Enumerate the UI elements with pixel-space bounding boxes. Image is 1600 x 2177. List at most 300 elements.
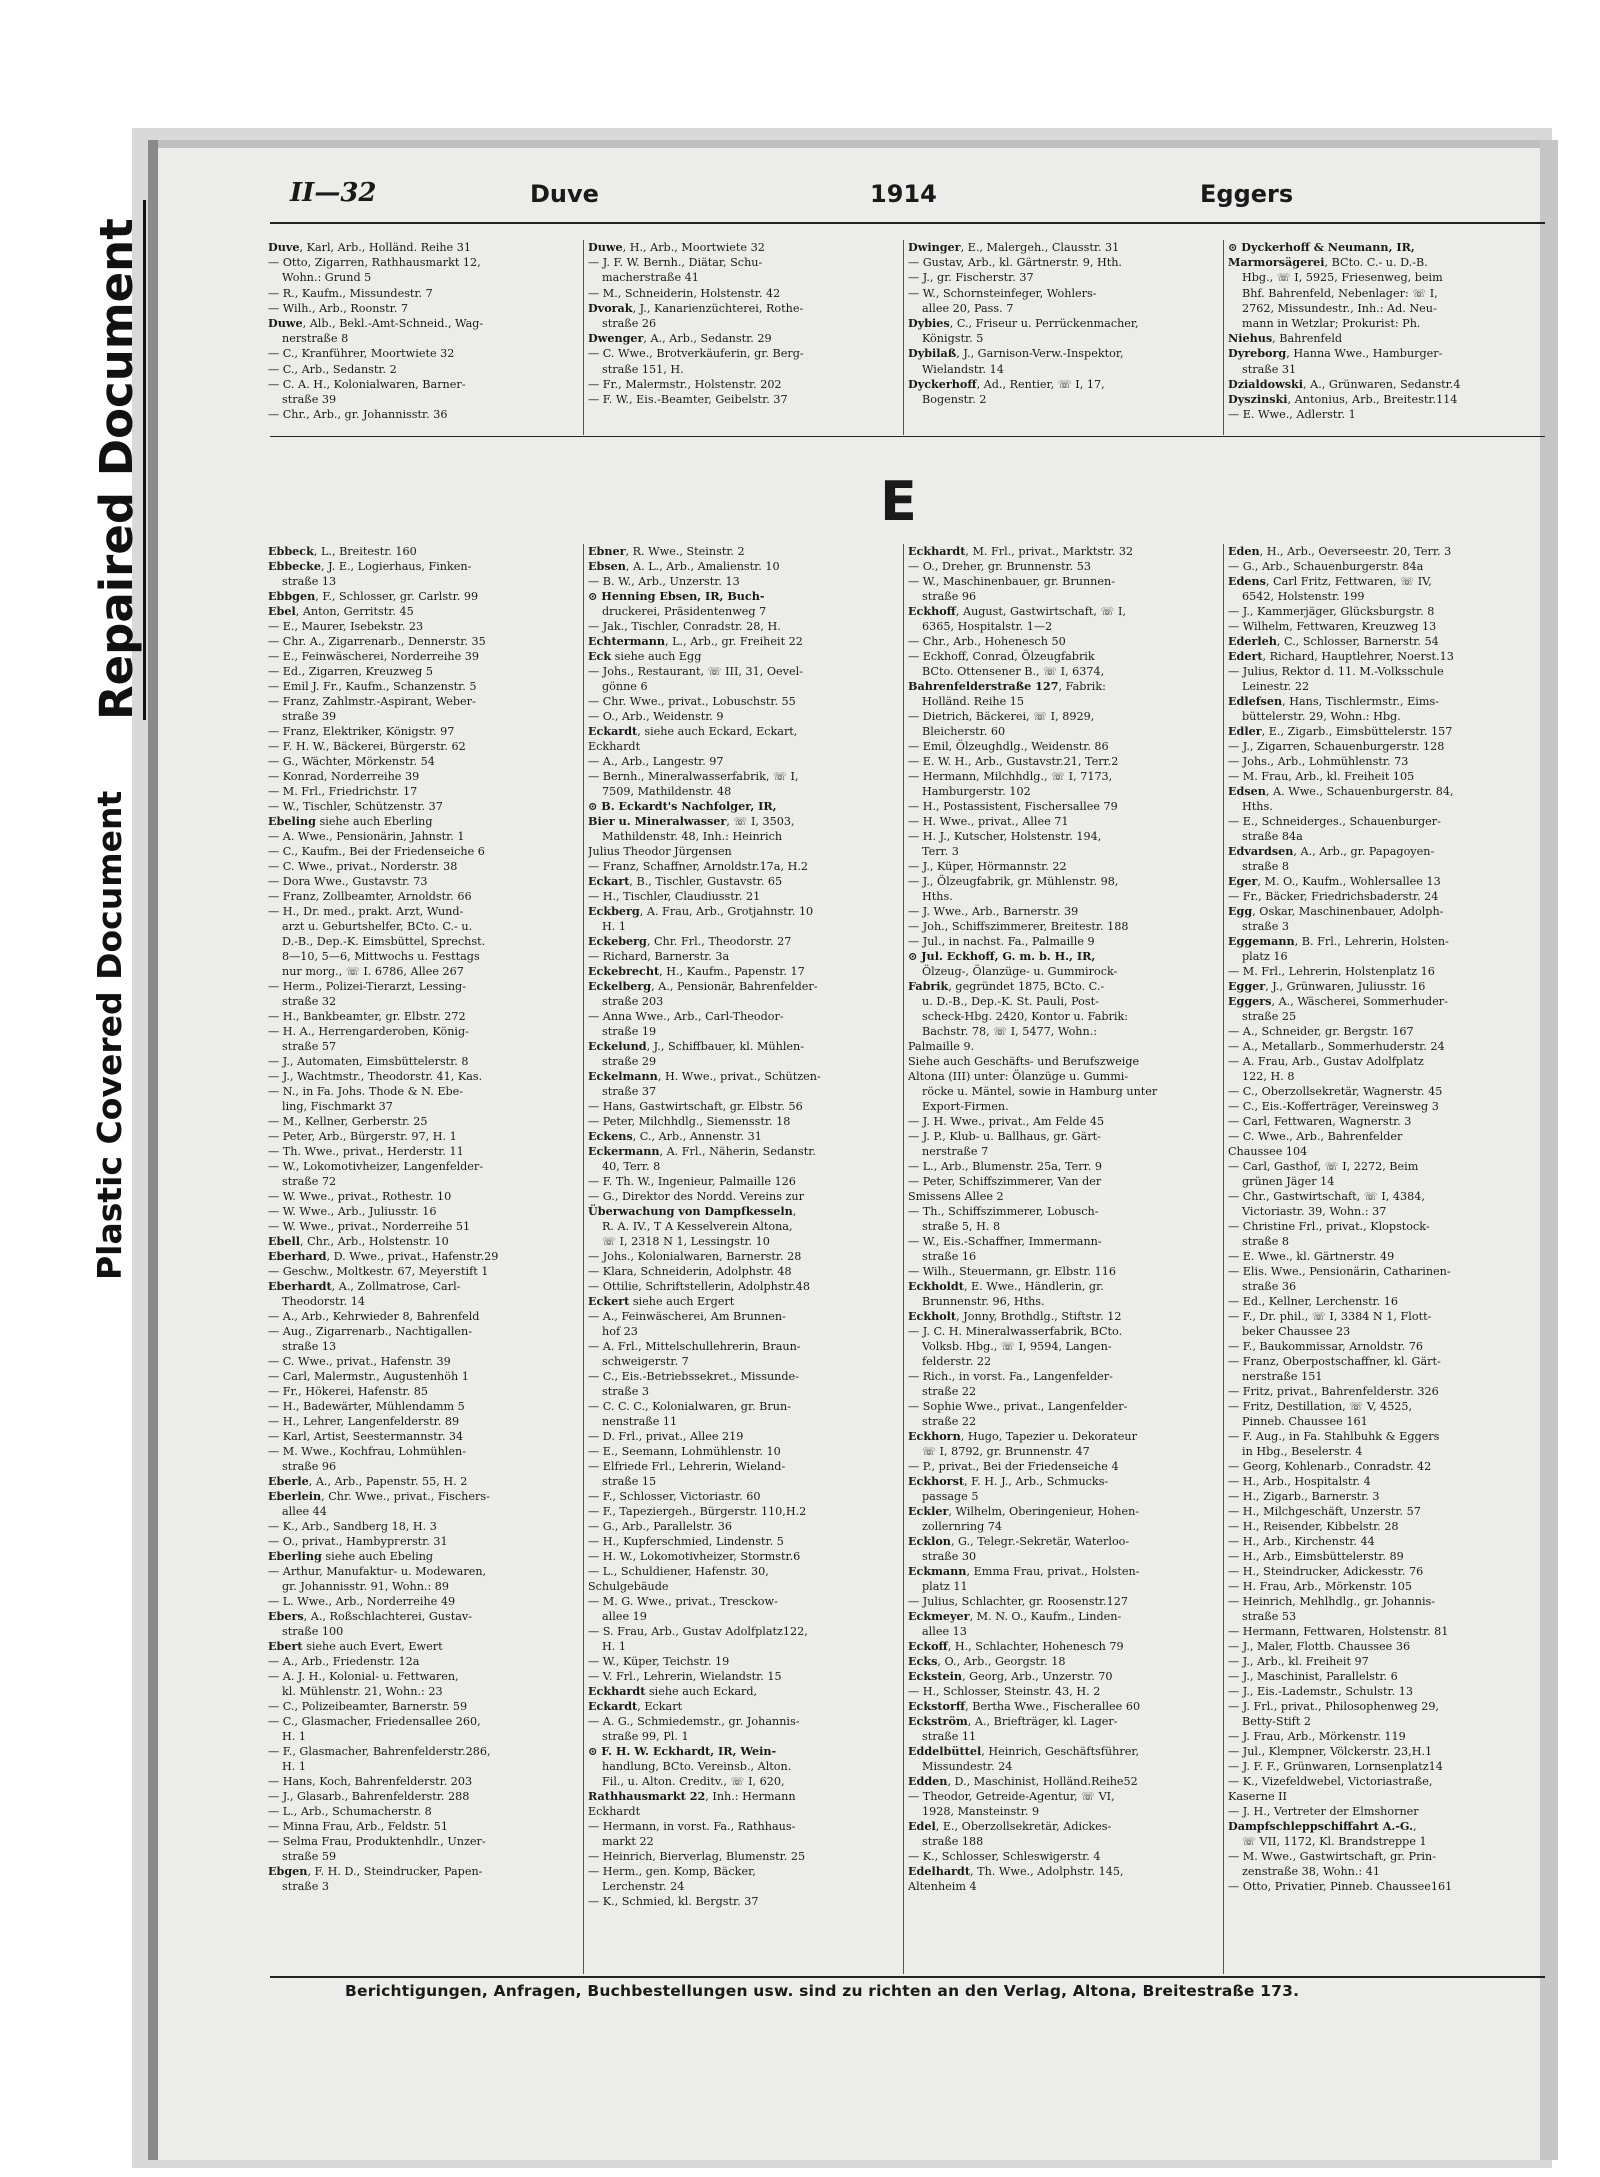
directory-entry: straße 8 — [1242, 860, 1290, 873]
directory-entry: straße 59 — [282, 1850, 337, 1863]
directory-entry: Eger, M. O., Kaufm., Wohlersallee 13 — [1228, 874, 1441, 888]
directory-entry: — H., Steindrucker, Adickesstr. 76 — [1228, 1565, 1424, 1578]
directory-entry: Theodorstr. 14 — [282, 1295, 365, 1308]
directory-entry: — Gustav, Arb., kl. Gärtnerstr. 9, Hth. — [908, 256, 1122, 270]
directory-entry: Eckstorff, Bertha Wwe., Fischerallee 60 — [908, 1699, 1141, 1713]
directory-entry: Eckoff, H., Schlachter, Hohenesch 79 — [908, 1639, 1124, 1653]
directory-entry: straße 96 — [282, 1460, 337, 1473]
directory-entry: Chaussee 104 — [1228, 1145, 1308, 1158]
directory-entry: 122, H. 8 — [1242, 1070, 1295, 1083]
directory-entry: — F., Schlosser, Victoriastr. 60 — [588, 1490, 761, 1503]
directory-entry: — Wilh., Arb., Roonstr. 7 — [268, 301, 409, 315]
directory-entry: gr. Johannisstr. 91, Wohn.: 89 — [282, 1580, 450, 1593]
directory-entry: straße 99, Pl. 1 — [602, 1730, 689, 1743]
directory-entry: Eckström, A., Briefträger, kl. Lager- — [908, 1714, 1118, 1728]
directory-entry: Überwachung von Dampfkesseln, — [588, 1204, 797, 1218]
directory-entry: — C., Oberzollsekretär, Wagnerstr. 45 — [1228, 1085, 1443, 1098]
directory-entry: Wohn.: Grund 5 — [282, 271, 372, 285]
directory-entry: — Franz, Zollbeamter, Arnoldstr. 66 — [268, 890, 472, 903]
directory-entry: Eberhardt, A., Zollmatrose, Carl- — [268, 1279, 461, 1293]
directory-entry: — Selma Frau, Produktenhdlr., Unzer- — [268, 1835, 486, 1848]
directory-entry: — Georg, Kohlenarb., Conradstr. 42 — [1228, 1460, 1432, 1473]
directory-entry: in Hbg., Beselerstr. 4 — [1242, 1445, 1363, 1458]
directory-entry: Lerchenstr. 24 — [602, 1880, 685, 1893]
directory-entry: — Carl, Gasthof, ☏ I, 2272, Beim — [1228, 1160, 1419, 1173]
directory-entry: röcke u. Mäntel, sowie in Hamburg unter — [922, 1085, 1158, 1098]
directory-entry: Eberle, A., Arb., Papenstr. 55, H. 2 — [268, 1474, 468, 1488]
directory-entry: — Christine Frl., privat., Klopstock- — [1228, 1220, 1430, 1233]
directory-entry: — J. Frau, Arb., Mörkenstr. 119 — [1228, 1730, 1406, 1743]
directory-entry: Ederleh, C., Schlosser, Barnerstr. 54 — [1228, 634, 1439, 648]
directory-entry: — Jak., Tischler, Conradstr. 28, H. — [588, 620, 781, 633]
page-header — [270, 178, 1545, 222]
directory-entry: straße 151, H. — [602, 362, 684, 376]
directory-entry: Eckebrecht, H., Kaufm., Papenstr. 17 — [588, 964, 805, 978]
directory-entry: — Richard, Barnerstr. 3a — [588, 950, 730, 963]
directory-entry: — Franz, Oberpostschaffner, kl. Gärt- — [1228, 1355, 1441, 1368]
directory-entry: — B. W., Arb., Unzerstr. 13 — [588, 575, 740, 588]
header-left-word: Duve — [530, 180, 599, 208]
directory-entry: Eggemann, B. Frl., Lehrerin, Holsten- — [1228, 934, 1449, 948]
directory-entry: Eckhardt — [588, 1805, 641, 1818]
directory-entry: — Chr., Arb., Hohenesch 50 — [908, 635, 1066, 648]
directory-entry: felderstr. 22 — [922, 1355, 992, 1368]
directory-entry: — C., Kaufm., Bei der Friedenseiche 6 — [268, 845, 485, 858]
directory-entry: Pinneb. Chaussee 161 — [1242, 1415, 1368, 1428]
directory-entry: Dvorak, J., Kanarienzüchterei, Rothe- — [588, 300, 804, 315]
directory-entry: straße 36 — [1242, 1280, 1297, 1293]
directory-entry: Ebel, Anton, Gerritstr. 45 — [268, 604, 414, 618]
directory-entry: ⊙ F. H. W. Eckhardt, IR, Wein- — [588, 1744, 777, 1758]
directory-entry: Dzialdowski, A., Grünwaren, Sedanstr.4 — [1228, 376, 1461, 391]
directory-entry: — A., Feinwäscherei, Am Brunnen- — [588, 1310, 786, 1323]
directory-entry: platz 11 — [922, 1580, 968, 1593]
directory-entry: — O., Dreher, gr. Brunnenstr. 53 — [908, 560, 1092, 573]
directory-entry: allee 20, Pass. 7 — [922, 301, 1014, 315]
directory-entry: Edler, E., Zigarb., Eimsbüttelerstr. 157 — [1228, 724, 1453, 738]
directory-entry: büttelerstr. 29, Wohn.: Hbg. — [1242, 710, 1401, 723]
directory-entry: Eckermann, A. Frl., Näherin, Sedanstr. — [588, 1144, 816, 1158]
directory-entry: — A., Schneider, gr. Bergstr. 167 — [1228, 1025, 1414, 1038]
directory-entry: — P., privat., Bei der Friedenseiche 4 — [908, 1460, 1119, 1473]
directory-entry: Palmaille 9. — [908, 1040, 975, 1053]
directory-entry: — Carl, Fettwaren, Wagnerstr. 3 — [1228, 1115, 1412, 1128]
directory-column — [908, 544, 1220, 1974]
directory-entry: — K., Schmied, kl. Bergstr. 37 — [588, 1895, 759, 1908]
directory-entry: — N., in Fa. Johs. Thode & N. Ebe- — [268, 1085, 464, 1098]
directory-entry: — H., Dr. med., prakt. Arzt, Wund- — [268, 905, 464, 918]
directory-column — [1228, 544, 1540, 1974]
directory-entry: — Chr. A., Zigarrenarb., Dennerstr. 35 — [268, 635, 486, 648]
directory-entry: — E. W. H., Arb., Gustavstr.21, Terr.2 — [908, 755, 1119, 768]
directory-entry: Eckhardt, M. Frl., privat., Marktstr. 32 — [908, 544, 1134, 558]
directory-entry: — H., Arb., Hospitalstr. 4 — [1228, 1475, 1371, 1488]
directory-entry: — A., Arb., Langestr. 97 — [588, 755, 724, 768]
directory-entry: — J. F. W. Bernh., Diätar, Schu- — [588, 256, 763, 270]
directory-entry: — Carl, Malermstr., Augustenhöh 1 — [268, 1370, 469, 1383]
directory-entry: H. 1 — [282, 1730, 306, 1743]
directory-entry: — H., Arb., Kirchenstr. 44 — [1228, 1535, 1375, 1548]
publisher-footer: Berichtigungen, Anfragen, Buchbestellungen usw. sind zu richten an den Verlag, Altona, Breitestraße 173. — [345, 1982, 1300, 2000]
directory-entry: Duwe, H., Arb., Moortwiete 32 — [588, 240, 765, 254]
directory-entry: Bahrenfelderstraße 127, Fabrik: — [908, 679, 1106, 693]
directory-entry: — Rich., in vorst. Fa., Langenfelder- — [908, 1370, 1113, 1383]
directory-entry: Eckholdt, E. Wwe., Händlerin, gr. — [908, 1279, 1104, 1293]
directory-entry: straße 72 — [282, 1175, 337, 1188]
directory-entry: Eckler, Wilhelm, Oberingenieur, Hohen- — [908, 1504, 1140, 1518]
directory-entry: — F. Th. W., Ingenieur, Palmaille 126 — [588, 1175, 796, 1188]
directory-entry: straße 3 — [282, 1880, 330, 1893]
directory-entry: Ebers, A., Roßschlachterei, Gustav- — [268, 1609, 473, 1623]
directory-entry: straße 3 — [1242, 920, 1290, 933]
directory-entry: Edert, Richard, Hauptlehrer, Noerst.13 — [1228, 649, 1454, 663]
directory-entry: Edens, Carl Fritz, Fettwaren, ☏ IV, — [1228, 574, 1432, 588]
directory-entry: — D. Frl., privat., Allee 219 — [588, 1430, 744, 1443]
directory-entry: — A. J. H., Kolonial- u. Fettwaren, — [268, 1670, 459, 1683]
directory-entry: — C. Wwe., privat., Norderstr. 38 — [268, 860, 458, 873]
directory-entry: — M. Frl., Friedrichstr. 17 — [268, 785, 418, 798]
directory-entry: — Johs., Kolonialwaren, Barnerstr. 28 — [588, 1250, 802, 1263]
header-rule — [270, 222, 1545, 224]
directory-entry: Eberlein, Chr. Wwe., privat., Fischers- — [268, 1489, 490, 1503]
directory-entry: 8—10, 5—6, Mittwochs u. Festtags — [282, 950, 480, 963]
directory-entry: Eckstein, Georg, Arb., Unzerstr. 70 — [908, 1669, 1113, 1683]
directory-entry: Eggers, A., Wäscherei, Sommerhuder- — [1228, 994, 1448, 1008]
directory-entry: — Franz, Zahlmstr.-Aspirant, Weber- — [268, 695, 476, 708]
directory-entry: — Th., Schiffszimmerer, Lobusch- — [908, 1205, 1099, 1218]
directory-entry: platz 16 — [1242, 950, 1288, 963]
directory-entry: Eckelund, J., Schiffbauer, kl. Mühlen- — [588, 1039, 805, 1053]
directory-entry: Edel, E., Oberzollsekretär, Adickes- — [908, 1819, 1112, 1833]
directory-entry: — O., privat., Hambургerstr. 31 — [268, 1535, 448, 1548]
directory-entry: — Arthur, Manufaktur- u. Modewaren, — [268, 1565, 487, 1578]
directory-entry: — A. Frau, Arb., Gustav Adolfplatz — [1228, 1055, 1424, 1068]
directory-entry: Echtermann, L., Arb., gr. Freiheit 22 — [588, 634, 803, 648]
directory-entry: Dwenger, A., Arb., Sedanstr. 29 — [588, 331, 772, 346]
directory-entry: — Klara, Schneiderin, Adolphstr. 48 — [588, 1265, 792, 1278]
directory-entry: straße 13 — [282, 575, 337, 588]
directory-entry: straße 8 — [1242, 1235, 1290, 1248]
directory-entry: — W., Küper, Teichstr. 19 — [588, 1655, 730, 1668]
directory-entry: — E. Wwe., kl. Gärtnerstr. 49 — [1228, 1250, 1395, 1263]
directory-entry: ☏ VII, 1172, Kl. Brandstreppe 1 — [1242, 1835, 1427, 1848]
directory-entry: straße 5, H. 8 — [922, 1220, 1001, 1233]
directory-entry: straße 30 — [922, 1550, 977, 1563]
header-year: 1914 — [870, 180, 937, 208]
directory-entry: — F., Tapeziergeh., Bürgerstr. 110,H.2 — [588, 1505, 807, 1518]
directory-entry: Mathildenstr. 48, Inh.: Heinrich — [602, 830, 783, 843]
directory-entry: Altona (III) unter: Ölanzüge u. Gummi- — [908, 1070, 1129, 1083]
directory-entry: Dybies, C., Friseur u. Perrückenmacher, — [908, 316, 1139, 331]
directory-entry: handlung, BCto. Vereinsb., Alton. — [602, 1760, 792, 1773]
directory-entry: — Emil J. Fr., Kaufm., Schanzenstr. 5 — [268, 680, 477, 693]
footer-rule — [270, 1976, 1545, 1978]
directory-entry: Julius Theodor Jürgensen — [588, 845, 732, 858]
directory-entry: — H., Milchgeschäft, Unzerstr. 57 — [1228, 1505, 1421, 1518]
directory-entry: — H., Schlosser, Steinstr. 43, H. 2 — [908, 1685, 1101, 1698]
directory-entry: — C., Arb., Sedanstr. 2 — [268, 362, 397, 376]
directory-entry: passage 5 — [922, 1490, 979, 1503]
directory-entry: straße 19 — [602, 1025, 657, 1038]
directory-entry: — Eckhoff, Conrad, Ölzeugfabrik — [908, 650, 1095, 663]
directory-entry: Hamburgerstr. 102 — [922, 785, 1031, 798]
directory-entry: — Franz, Elektriker, Königstr. 97 — [268, 725, 455, 738]
directory-entry: 1928, Mansteinstr. 9 — [922, 1805, 1040, 1818]
directory-entry: — M., Kellner, Gerberstr. 25 — [268, 1115, 428, 1128]
directory-entry: Ebbecke, J. E., Logierhaus, Finken- — [268, 559, 472, 573]
directory-entry: Hbg., ☏ I, 5925, Friesenweg, beim — [1242, 271, 1443, 285]
directory-entry: — J. F. F., Grünwaren, Lornsenplatz14 — [1228, 1760, 1443, 1773]
directory-entry: straße 26 — [602, 317, 657, 331]
directory-entry: — M., Schneiderin, Holstenstr. 42 — [588, 286, 781, 300]
directory-entry: — A., Metallarb., Sommerhuderstr. 24 — [1228, 1040, 1445, 1053]
directory-entry: ☏ I, 8792, gr. Brunnenstr. 47 — [922, 1445, 1090, 1458]
directory-entry: Eckeberg, Chr. Frl., Theodorstr. 27 — [588, 934, 792, 948]
directory-entry: u. D.-B., Dep.-K. St. Pauli, Post- — [922, 995, 1099, 1008]
directory-entry: Duwe, Alb., Bekl.-Amt-Schneid., Wag- — [268, 316, 484, 331]
top-column — [588, 240, 900, 435]
directory-entry: Rathhausmarkt 22, Inh.: Hermann — [588, 1789, 796, 1803]
directory-entry: Eckhardt — [588, 740, 641, 753]
directory-entry: — K., Arb., Sandberg 18, H. 3 — [268, 1520, 437, 1533]
directory-entry: allee 19 — [602, 1610, 647, 1623]
directory-entry: — J., Automaten, Eimsbüttelerstr. 8 — [268, 1055, 469, 1068]
directory-entry: ⊙ Dyckerhoff & Neumann, IR, — [1228, 240, 1415, 254]
directory-entry: Eberhard, D. Wwe., privat., Hafenstr.29 — [268, 1249, 499, 1263]
directory-entry: allee 44 — [282, 1505, 327, 1518]
directory-entry: — Johs., Restaurant, ☏ III, 31, Oevel- — [588, 665, 803, 678]
directory-entry: — Minna Frau, Arb., Feldstr. 51 — [268, 1820, 448, 1833]
directory-entry: — H., Kupferschmied, Lindenstr. 5 — [588, 1535, 784, 1548]
directory-entry: — Herm., Polizei-Tierarzt, Lessing- — [268, 980, 466, 993]
directory-entry: — J. H., Vertreter der Elmshorner — [1228, 1805, 1419, 1818]
directory-entry: — J., Eis.-Lademstr., Schulstr. 13 — [1228, 1685, 1413, 1698]
directory-entry: straße 39 — [282, 393, 337, 407]
directory-entry: — J. H. Wwe., privat., Am Felde 45 — [908, 1115, 1105, 1128]
directory-entry: Dwinger, E., Malergeh., Clausstr. 31 — [908, 240, 1120, 254]
directory-entry: — L., Schuldiener, Hafenstr. 30, — [588, 1565, 769, 1578]
directory-entry: gönne 6 — [602, 680, 648, 693]
directory-entry: — Fritz, Destillation, ☏ V, 4525, — [1228, 1400, 1413, 1413]
directory-entry: — V. Frl., Lehrerin, Wielandstr. 15 — [588, 1670, 782, 1683]
directory-entry: Eckert siehe auch Ergert — [588, 1294, 735, 1308]
header-right-word: Eggers — [1200, 180, 1294, 208]
directory-entry: Ebner, R. Wwe., Steinstr. 2 — [588, 544, 745, 558]
directory-entry: 40, Terr. 8 — [602, 1160, 661, 1173]
directory-entry: — C. A. H., Kolonialwaren, Barner- — [268, 377, 466, 391]
directory-entry: straße 100 — [282, 1625, 344, 1638]
directory-entry: kl. Mühlenstr. 21, Wohn.: 23 — [282, 1685, 443, 1698]
directory-entry: — M. Frl., Lehrerin, Holstenplatz 16 — [1228, 965, 1435, 978]
directory-entry: Eckhoff, August, Gastwirtschaft, ☏ I, — [908, 604, 1126, 618]
directory-entry: — Geschw., Moltkestr. 67, Meyerstift 1 — [268, 1265, 489, 1278]
directory-entry: Eckardt, siehe auch Eckard, Eckart, — [588, 724, 798, 738]
directory-entry: ⊙ B. Eckardt's Nachfolger, IR, — [588, 799, 777, 813]
directory-entry: — Franz, Schaffner, Arnoldstr.17a, H.2 — [588, 860, 809, 873]
directory-entry: scheck-Hbg. 2420, Kontor u. Fabrik: — [922, 1010, 1128, 1023]
directory-entry: schweigerstr. 7 — [602, 1355, 689, 1368]
directory-entry: — F. H. W., Bäckerei, Bürgerstr. 62 — [268, 740, 466, 753]
directory-entry: Edsen, A. Wwe., Schauenburgerstr. 84, — [1228, 784, 1454, 798]
directory-entry: 2762, Missundestr., Inh.: Ad. Neu- — [1242, 301, 1437, 315]
directory-entry: — J., Ölzeugfabrik, gr. Mühlenstr. 98, — [908, 875, 1119, 888]
directory-entry: Bhf. Bahrenfeld, Nebenlager: ☏ I, — [1242, 286, 1438, 300]
directory-entry: straße 188 — [922, 1835, 984, 1848]
directory-entry: nerstraße 8 — [282, 332, 349, 346]
directory-entry: Edvardsen, A., Arb., gr. Papagoyen- — [1228, 844, 1435, 858]
directory-entry: — Dietrich, Bäckerei, ☏ I, 8929, — [908, 710, 1095, 723]
directory-entry: — Peter, Schiffszimmerer, Van der — [908, 1175, 1102, 1188]
directory-entry: Fil., u. Alton. Creditv., ☏ I, 620, — [602, 1775, 785, 1788]
directory-entry: — H., Bankbeamter, gr. Elbstr. 272 — [268, 1010, 466, 1023]
directory-entry: — F., Dr. phil., ☏ I, 3384 N 1, Flott- — [1228, 1310, 1432, 1323]
directory-entry: Ölzeug-, Ölanzüge- u. Gummirock- — [922, 965, 1118, 978]
directory-entry: arzt u. Geburtshelfer, BCto. C.- u. — [282, 920, 473, 933]
directory-entry: — W., Lokomotivheizer, Langenfelder- — [268, 1160, 484, 1173]
directory-entry: R. A. IV., T A Kesselverein Altona, — [602, 1220, 793, 1233]
plastic-covered-label: Plastic Covered Document — [90, 790, 129, 1280]
directory-entry: — E., Maurer, Isebekstr. 23 — [268, 620, 424, 633]
directory-entry: — Chr., Gastwirtschaft, ☏ I, 4384, — [1228, 1190, 1425, 1203]
directory-entry: — C., Eis.-Kofferträger, Vereinsweg 3 — [1228, 1100, 1439, 1113]
directory-entry: — Ottilie, Schriftstellerin, Adolphstr.48 — [588, 1280, 811, 1293]
directory-entry: — A. G., Schmiedemstr., gr. Johannis- — [588, 1715, 800, 1728]
directory-entry: — G., Direktor des Nordd. Vereins zur — [588, 1190, 804, 1203]
directory-entry: — L., Arb., Schumacherstr. 8 — [268, 1805, 432, 1818]
directory-entry: Eck siehe auch Egg — [588, 649, 702, 663]
directory-entry: — J. Wwe., Arb., Barnerstr. 39 — [908, 905, 1079, 918]
column-divider — [583, 240, 584, 435]
directory-entry: nerstraße 7 — [922, 1145, 989, 1158]
directory-entry: — Joh., Schiffszimmerer, Breitestr. 188 — [908, 920, 1129, 933]
directory-entry: beker Chaussee 23 — [1242, 1325, 1351, 1338]
directory-entry: straße 39 — [282, 710, 337, 723]
directory-entry: Altenheim 4 — [908, 1880, 977, 1893]
directory-entry: — H., Badewärter, Mühlendamm 5 — [268, 1400, 465, 1413]
directory-entry: — F., Baukommissar, Arnoldstr. 76 — [1228, 1340, 1424, 1353]
directory-entry: — J. P., Klub- u. Ballhaus, gr. Gärt- — [908, 1130, 1101, 1143]
directory-entry: straße 53 — [1242, 1610, 1297, 1623]
directory-column — [268, 544, 580, 1974]
directory-entry: — A., Arb., Friedenstr. 12a — [268, 1655, 420, 1668]
directory-entry: markt 22 — [602, 1835, 654, 1848]
directory-entry: — C. Wwe., Arb., Bahrenfelder — [1228, 1130, 1403, 1143]
directory-entry: — H. W., Lokomotivheizer, Stormstr.6 — [588, 1550, 801, 1563]
directory-entry: — J., gr. Fischerstr. 37 — [908, 271, 1034, 285]
directory-entry: straße 29 — [602, 1055, 657, 1068]
directory-entry: — H., Reisender, Kibbelstr. 28 — [1228, 1520, 1399, 1533]
directory-entry: Brunnenstr. 96, Hths. — [922, 1295, 1045, 1308]
directory-entry: — Emil, Ölzeughdlg., Weidenstr. 86 — [908, 740, 1109, 753]
directory-entry: hof 23 — [602, 1325, 638, 1338]
directory-entry: H. 1 — [282, 1760, 306, 1773]
directory-entry: — H., Postassistent, Fischersallee 79 — [908, 800, 1118, 813]
directory-entry: — W., Schornsteinfeger, Wohlers- — [908, 286, 1097, 300]
directory-entry: — M. Frau, Arb., kl. Freiheit 105 — [1228, 770, 1415, 783]
directory-entry: — J., Maschinist, Parallelstr. 6 — [1228, 1670, 1398, 1683]
directory-entry: Eckardt, Eckart — [588, 1699, 683, 1713]
directory-entry: — C., Eis.-Betriebssekret., Missunde- — [588, 1370, 799, 1383]
page-top-edge — [158, 140, 1558, 148]
directory-entry: Eddelbüttel, Heinrich, Geschäftsführer, — [908, 1744, 1139, 1758]
directory-entry: — K., Vizefeldwebel, Victoriastraße, — [1228, 1775, 1433, 1788]
directory-entry: Eckart, B., Tischler, Gustavstr. 65 — [588, 874, 783, 888]
directory-entry: Eckhorn, Hugo, Tapezier u. Dekorateur — [908, 1429, 1137, 1443]
directory-entry: — A., Arb., Kehrwieder 8, Bahrenfeld — [268, 1310, 480, 1323]
directory-entry: druckerei, Präsidentenweg 7 — [602, 605, 767, 618]
directory-entry: — E., Schneiderges., Schauenburger- — [1228, 815, 1441, 828]
directory-entry: allee 13 — [922, 1625, 967, 1638]
directory-entry: zenstraße 38, Wohn.: 41 — [1242, 1865, 1380, 1878]
directory-entry: mann in Wetzlar; Prokurist: Ph. — [1242, 317, 1421, 331]
directory-entry: — J., Zigarren, Schauenburgerstr. 128 — [1228, 740, 1445, 753]
directory-entry: — Chr. Wwe., privat., Lobuschstr. 55 — [588, 695, 796, 708]
directory-entry: — Wilh., Steuermann, gr. Elbstr. 116 — [908, 1265, 1116, 1278]
directory-entry: — R., Kaufm., Missundestr. 7 — [268, 286, 433, 300]
directory-entry: Eberling siehe auch Ebeling — [268, 1549, 434, 1563]
directory-entry: straße 84a — [1242, 830, 1303, 843]
directory-entry: — H., Tischler, Claudiusstr. 21 — [588, 890, 761, 903]
section-letter: E — [880, 470, 917, 533]
top-column — [908, 240, 1220, 435]
directory-entry: — W., Tischler, Schützenstr. 37 — [268, 800, 443, 813]
directory-entry: Hths. — [922, 890, 953, 903]
directory-entry: — H. Frau, Arb., Mörkenstr. 105 — [1228, 1580, 1412, 1593]
directory-entry: — C. Wwe., Brotverkäuferin, gr. Berg- — [588, 347, 804, 361]
directory-entry: — F. W., Eis.-Beamter, Geibelstr. 37 — [588, 393, 788, 407]
page-right-edge — [1540, 140, 1558, 2160]
directory-entry: — A. Frl., Mittelschullehrerin, Braun- — [588, 1340, 801, 1353]
directory-entry: Edlefsen, Hans, Tischlermstr., Eims- — [1228, 694, 1439, 708]
directory-entry: — W., Eis.-Schaffner, Immermann- — [908, 1235, 1102, 1248]
directory-entry: — Julius, Rektor d. 11. M.-Volksschule — [1228, 665, 1444, 678]
directory-entry: — Anna Wwe., Arb., Carl-Theodor- — [588, 1010, 784, 1023]
page-number: II—32 — [290, 178, 377, 208]
directory-entry: 6542, Holstenstr. 199 — [1242, 590, 1365, 603]
directory-entry: macherstraße 41 — [602, 271, 699, 285]
directory-entry: — Th. Wwe., privat., Herderstr. 11 — [268, 1145, 464, 1158]
directory-entry: straße 3 — [602, 1385, 650, 1398]
directory-entry: Dyszinski, Antonius, Arb., Breitestr.114 — [1228, 392, 1458, 407]
directory-entry: Bleicherstr. 60 — [922, 725, 1006, 738]
directory-entry: nerstraße 151 — [1242, 1370, 1323, 1383]
directory-entry: straße 57 — [282, 1040, 337, 1053]
directory-entry: Hths. — [1242, 800, 1273, 813]
directory-entry: Bier u. Mineralwasser, ☏ I, 3503, — [588, 814, 795, 828]
directory-entry: — H. J., Kutscher, Holstenstr. 194, — [908, 830, 1102, 843]
directory-entry: — E. Wwe., Adlerstr. 1 — [1228, 408, 1356, 422]
directory-entry: Leinestr. 22 — [1242, 680, 1310, 693]
directory-entry: — W. Wwe., privat., Rothestr. 10 — [268, 1190, 452, 1203]
directory-entry: — Fr., Malermstr., Holstenstr. 202 — [588, 377, 782, 391]
directory-entry: — Jul., Klempner, Völckerstr. 23,H.1 — [1228, 1745, 1433, 1758]
directory-entry: ling, Fischmarkt 37 — [282, 1100, 393, 1113]
directory-entry: — C., Kranführer, Moortwiete 32 — [268, 347, 455, 361]
column-divider — [903, 240, 904, 435]
directory-entry: 6365, Hospitalstr. 1—2 — [922, 620, 1053, 633]
directory-entry: Eckmann, Emma Frau, privat., Holsten- — [908, 1564, 1140, 1578]
directory-entry: Holländ. Reihe 15 — [922, 695, 1025, 708]
directory-entry: — E., Feinwäscherei, Norderreihe 39 — [268, 650, 480, 663]
directory-entry: Dyckerhoff, Ad., Rentier, ☏ I, 17, — [908, 376, 1105, 391]
directory-entry: — Sophie Wwe., privat., Langenfelder- — [908, 1400, 1128, 1413]
directory-entry: — L., Arb., Blumenstr. 25a, Terr. 9 — [908, 1160, 1102, 1173]
directory-entry: — Dora Wwe., Gustavstr. 73 — [268, 875, 428, 888]
directory-entry: — Fr., Bäcker, Friedrichsbaderstr. 24 — [1228, 890, 1439, 903]
directory-entry: — A. Wwe., Pensionärin, Jahnstr. 1 — [268, 830, 465, 843]
directory-entry: — Peter, Arb., Bürgerstr. 97, H. 1 — [268, 1130, 457, 1143]
directory-entry: — W., Maschinenbauer, gr. Brunnen- — [908, 575, 1115, 588]
